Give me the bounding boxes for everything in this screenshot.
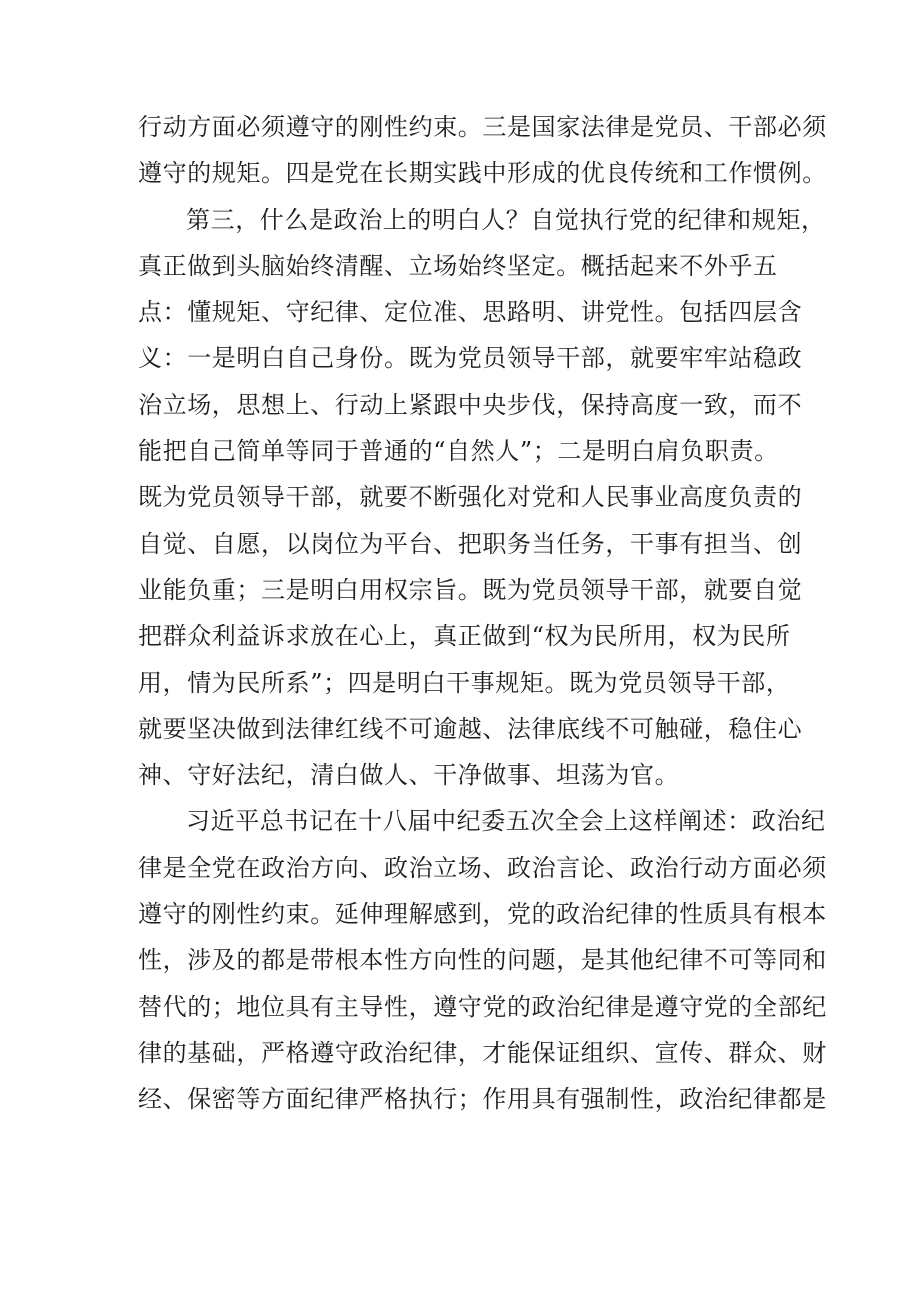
paragraph-start-line: 习近平总书记在十八届中纪委五次全会上这样阐述：政治纪 xyxy=(186,807,826,836)
text-line: 律的基础，严格遵守政治纪律，才能保证组织、宣传、群众、财 xyxy=(138,1038,827,1067)
paragraph-start-line: 第三，什么是政治上的明白人？自觉执行党的纪律和规矩， xyxy=(186,205,826,234)
text-line: 自觉、自愿，以岗位为平台、把职务当任务，干事有担当、创 xyxy=(138,529,803,558)
text-line: 点：懂规矩、守纪律、定位准、思路明、讲党性。包括四层含 xyxy=(138,298,803,327)
text-line: 治立场，思想上、行动上紧跟中央步伐，保持高度一致，而不 xyxy=(138,390,803,419)
text-line: 业能负重；三是明白用权宗旨。既为党员领导干部，就要自觉 xyxy=(138,575,803,604)
text-line: 把群众利益诉求放在心上，真正做到“权为民所用，权为民所 xyxy=(138,622,791,651)
text-line: 能把自己简单等同于普通的“自然人”；二是明白肩负职责。 xyxy=(138,437,779,466)
text-line: 神、守好法纪，清白做人、干净做事、坦荡为官。 xyxy=(138,761,680,790)
text-line: 经、保密等方面纪律严格执行；作用具有强制性，政治纪律都是 xyxy=(138,1085,827,1114)
text-line: 替代的；地位具有主导性，遵守党的政治纪律是遵守党的全部纪 xyxy=(138,992,827,1021)
text-line: 就要坚决做到法律红线不可逾越、法律底线不可触碰，稳住心 xyxy=(138,714,803,743)
text-line: 律是全党在政治方向、政治立场、政治言论、政治行动方面必须 xyxy=(138,853,827,882)
text-line: 遵守的刚性约束。延伸理解感到，党的政治纪律的性质具有根本 xyxy=(138,900,827,929)
text-line: 行动方面必须遵守的刚性约束。三是国家法律是党员、干部必须 xyxy=(138,113,827,141)
body-text xyxy=(138,104,827,1123)
text-line: 遵守的规矩。四是党在长期实践中形成的优良传统和工作惯例。 xyxy=(138,159,827,188)
text-line: 性，涉及的都是带根本性方向性的问题，是其他纪律不可等同和 xyxy=(138,946,827,975)
text-line: 真正做到头脑始终清醒、立场始终坚定。概括起来不外乎五 xyxy=(138,251,778,280)
text-line: 用，情为民所系”；四是明白干事规矩。既为党员领导干部， xyxy=(138,668,791,697)
text-line: 义：一是明白自己身份。既为党员领导干部，就要牢牢站稳政 xyxy=(138,344,803,373)
text-line: 既为党员领导干部，就要不断强化对党和人民事业高度负责的 xyxy=(138,483,803,512)
